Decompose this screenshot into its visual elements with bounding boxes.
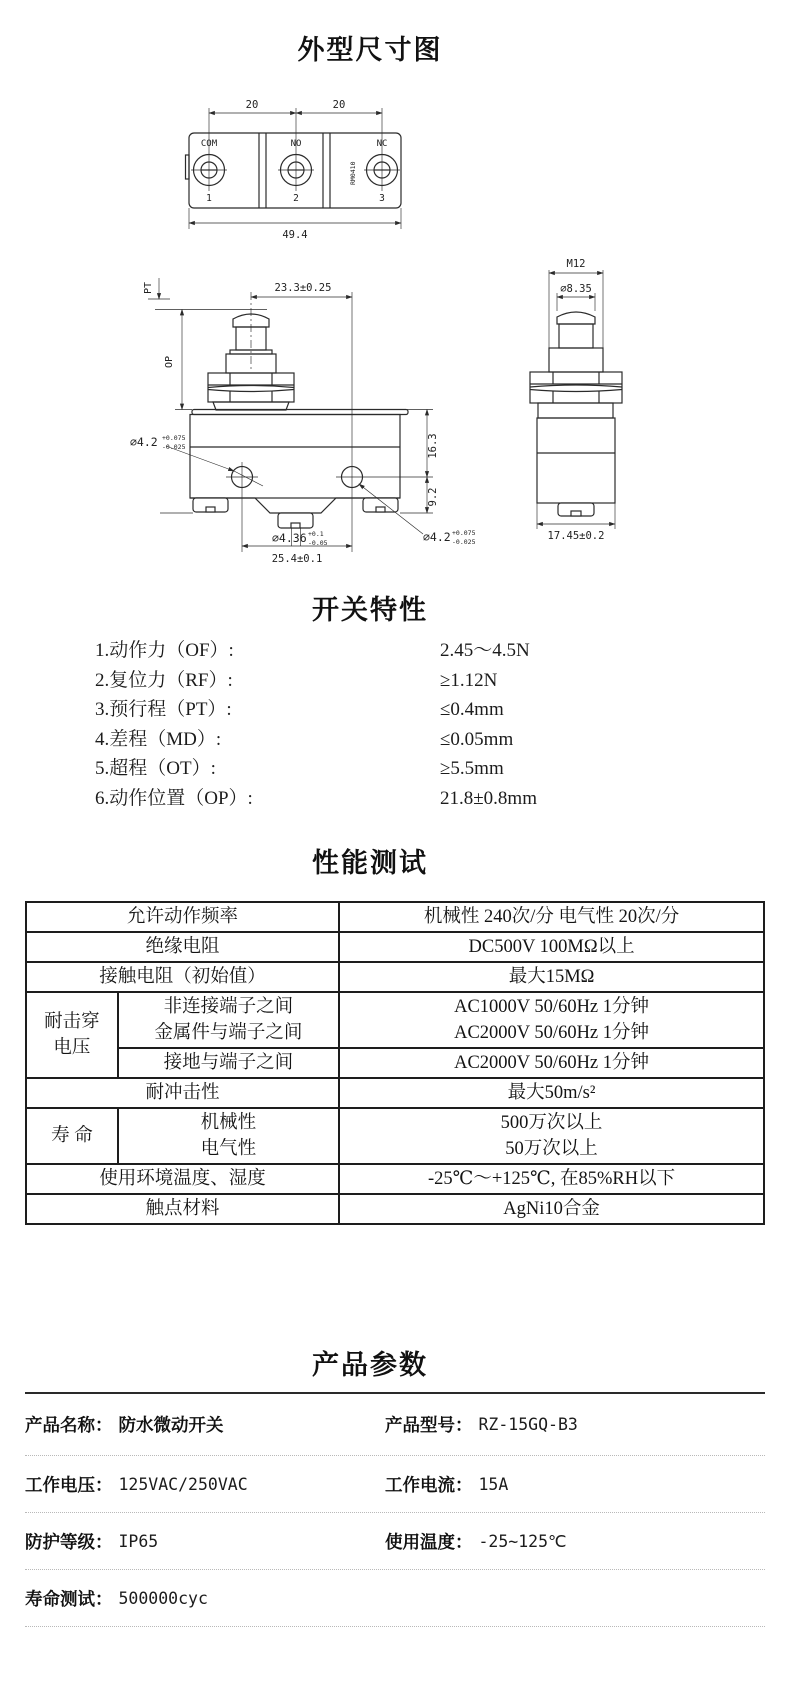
perf-value-contact-material: AgNi10合金 — [339, 1194, 764, 1224]
dimension-drawing-side-view — [480, 245, 660, 543]
dimension-drawing-top-view — [150, 95, 450, 247]
dim-hole-dia-left: ∅4.2 — [130, 435, 158, 449]
perf-value-life — [339, 1108, 764, 1164]
perf-value-insulation: DC500V 100MΩ以上 — [339, 932, 764, 962]
dim-plunger-diameter: ∅8.35 — [560, 283, 592, 295]
perf-group-life: 寿 命 — [26, 1108, 118, 1164]
dim-hole-pitch: 25.4±0.1 — [271, 553, 323, 565]
perf-value-dielectric-a — [339, 992, 764, 1048]
perf-label-dielectric-b: 接地与端子之间 — [118, 1048, 339, 1078]
parameter-value: IP65 — [118, 1531, 159, 1551]
characteristic-label: 3.预行程（PT）: — [95, 699, 232, 720]
dim-hole-dia-right: ∅4.2 — [423, 530, 451, 544]
parameter-working-current — [385, 1456, 508, 1512]
characteristic-label: 2.复位力（RF）: — [95, 669, 233, 691]
perf-value-dielectric-a1: AC1000V 50/60Hz 1分钟 — [454, 997, 650, 1017]
dim-overall-width: 49.4 — [282, 229, 308, 241]
perf-label-dielectric-a2: 金属件与端子之间 — [154, 1023, 303, 1043]
parameter-label: 工作电流： — [385, 1474, 473, 1495]
dim-plunger-offset: 23.3±0.25 — [274, 282, 332, 294]
characteristic-label: 5.超程（OT）: — [95, 758, 216, 779]
perf-label-contact-resistance: 接触电阻（初始值） — [26, 962, 339, 992]
table-row — [26, 992, 764, 1048]
parameter-product-name — [25, 1394, 224, 1455]
table-row — [26, 1164, 764, 1194]
parameter-value: 15A — [478, 1474, 509, 1494]
parameter-value: -25~125℃ — [478, 1531, 567, 1551]
parameter-working-voltage — [25, 1456, 248, 1512]
dim-screw-tol-up: +0.1 — [308, 530, 324, 538]
characteristic-value: ≤0.05mm — [440, 728, 514, 750]
parameter-life-test — [25, 1570, 208, 1626]
perf-label-dielectric-a — [118, 992, 339, 1048]
dim-pitch-left: 20 — [245, 99, 259, 111]
parameter-label: 产品型号： — [385, 1415, 473, 1435]
characteristic-row — [95, 725, 715, 755]
table-row — [26, 1194, 764, 1224]
perf-label-shock: 耐冲击性 — [26, 1078, 339, 1108]
parameter-label: 防护等级： — [25, 1531, 113, 1552]
perf-value-environment: -25℃～+125℃, 在85%RH以下 — [339, 1164, 764, 1194]
parameter-value: RZ-15GQ-B3 — [478, 1415, 578, 1434]
characteristic-row — [95, 666, 715, 696]
parameter-row — [25, 1513, 765, 1570]
perf-label-life-electrical: 电气性 — [200, 1139, 257, 1159]
parameter-label: 使用温度： — [385, 1531, 473, 1552]
parameter-value: 500000cyc — [118, 1588, 208, 1608]
table-row — [26, 1078, 764, 1108]
characteristics-section-title: 开关特性 — [312, 595, 428, 625]
dim-thread: M12 — [566, 258, 586, 270]
characteristics-list — [95, 636, 715, 813]
perf-value-dielectric-a2: AC2000V 50/60Hz 1分钟 — [454, 1023, 650, 1043]
parameter-label: 寿命测试： — [25, 1588, 113, 1609]
parameter-value: 防水微动开关 — [118, 1415, 224, 1435]
performance-section-title: 性能测试 — [312, 848, 428, 878]
body-marking: RM0410 — [349, 161, 357, 185]
parameter-row — [25, 1570, 765, 1627]
parameters-section-title: 产品参数 — [312, 1350, 428, 1380]
characteristic-value: ≤0.4mm — [440, 699, 504, 720]
table-row — [26, 932, 764, 962]
perf-value-shock: 最大50m/s² — [339, 1078, 764, 1108]
label-pretravel: PT — [143, 281, 154, 295]
perf-label-insulation: 绝缘电阻 — [26, 932, 339, 962]
table-row — [26, 1048, 764, 1078]
terminal-number-3: 3 — [379, 193, 385, 204]
parameter-label: 工作电压： — [25, 1474, 113, 1495]
characteristic-value: 2.45～4.5N — [440, 640, 530, 661]
parameter-product-model — [385, 1394, 578, 1455]
dim-hole-tol-dn-right: -0.025 — [452, 538, 475, 546]
label-operating-position: OP — [164, 355, 175, 369]
characteristic-row — [95, 636, 715, 666]
dim-hole-tol-dn-left: -0.025 — [162, 443, 186, 451]
perf-label-contact-material: 触点材料 — [26, 1194, 339, 1224]
terminal-number-1: 1 — [206, 193, 212, 204]
perf-value-contact-resistance: 最大15MΩ — [339, 962, 764, 992]
table-row — [26, 962, 764, 992]
perf-value-frequency: 机械性 240次/分 电气性 20次/分 — [339, 902, 764, 932]
perf-label-environment: 使用环境温度、湿度 — [26, 1164, 339, 1194]
characteristic-row — [95, 754, 715, 784]
characteristic-label: 6.动作位置（OP）: — [95, 787, 253, 809]
perf-value-life-electrical: 50万次以上 — [505, 1139, 598, 1159]
perf-label-life-mechanical: 机械性 — [200, 1113, 257, 1133]
terminal-number-2: 2 — [293, 193, 299, 204]
dimensions-section-title: 外型尺寸图 — [297, 35, 443, 65]
parameter-row — [25, 1394, 765, 1456]
characteristic-row — [95, 784, 715, 814]
characteristic-label: 1.动作力（OF）: — [95, 640, 234, 661]
perf-group-dielectric — [26, 992, 118, 1078]
dimension-drawing-front-view — [100, 250, 475, 570]
dim-pitch-right: 20 — [332, 99, 346, 111]
dim-base-height: 9.2 — [427, 487, 439, 507]
perf-group-dielectric-line1: 耐击穿 — [44, 1012, 100, 1032]
parameter-protection-rating — [25, 1513, 158, 1569]
perf-label-dielectric-a1: 非连接端子之间 — [163, 997, 294, 1017]
characteristic-value: 21.8±0.8mm — [440, 787, 537, 809]
dim-screw-dia: ∅4.36 — [272, 531, 307, 545]
perf-label-frequency: 允许动作频率 — [26, 902, 339, 932]
characteristic-label: 4.差程（MD）: — [95, 728, 222, 750]
terminal-label-no: NO — [290, 139, 302, 149]
parameter-row — [25, 1456, 765, 1513]
terminal-label-nc: NC — [376, 139, 388, 149]
parameter-label: 产品名称： — [25, 1415, 113, 1435]
characteristic-value: ≥5.5mm — [440, 758, 504, 779]
parameter-operating-temperature — [385, 1513, 567, 1569]
dim-hole-tol-up-right: +0.075 — [452, 529, 475, 537]
perf-value-life-mechanical: 500万次以上 — [500, 1113, 603, 1133]
terminal-label-com: COM — [200, 139, 218, 149]
characteristic-row — [95, 695, 715, 725]
performance-table — [25, 901, 765, 1225]
dim-body-depth: 17.45±0.2 — [547, 530, 605, 542]
parameter-value: 125VAC/250VAC — [118, 1474, 248, 1494]
characteristic-value: ≥1.12N — [440, 669, 498, 691]
perf-value-dielectric-b: AC2000V 50/60Hz 1分钟 — [339, 1048, 764, 1078]
table-row — [26, 902, 764, 932]
perf-label-life — [118, 1108, 339, 1164]
dim-body-height: 16.3 — [427, 433, 439, 459]
dim-hole-tol-up-left: +0.075 — [162, 434, 186, 442]
dim-screw-tol-dn: -0.05 — [308, 539, 328, 547]
table-row — [26, 1108, 764, 1164]
perf-group-dielectric-line2: 电压 — [53, 1038, 91, 1058]
parameters-block — [25, 1392, 765, 1627]
